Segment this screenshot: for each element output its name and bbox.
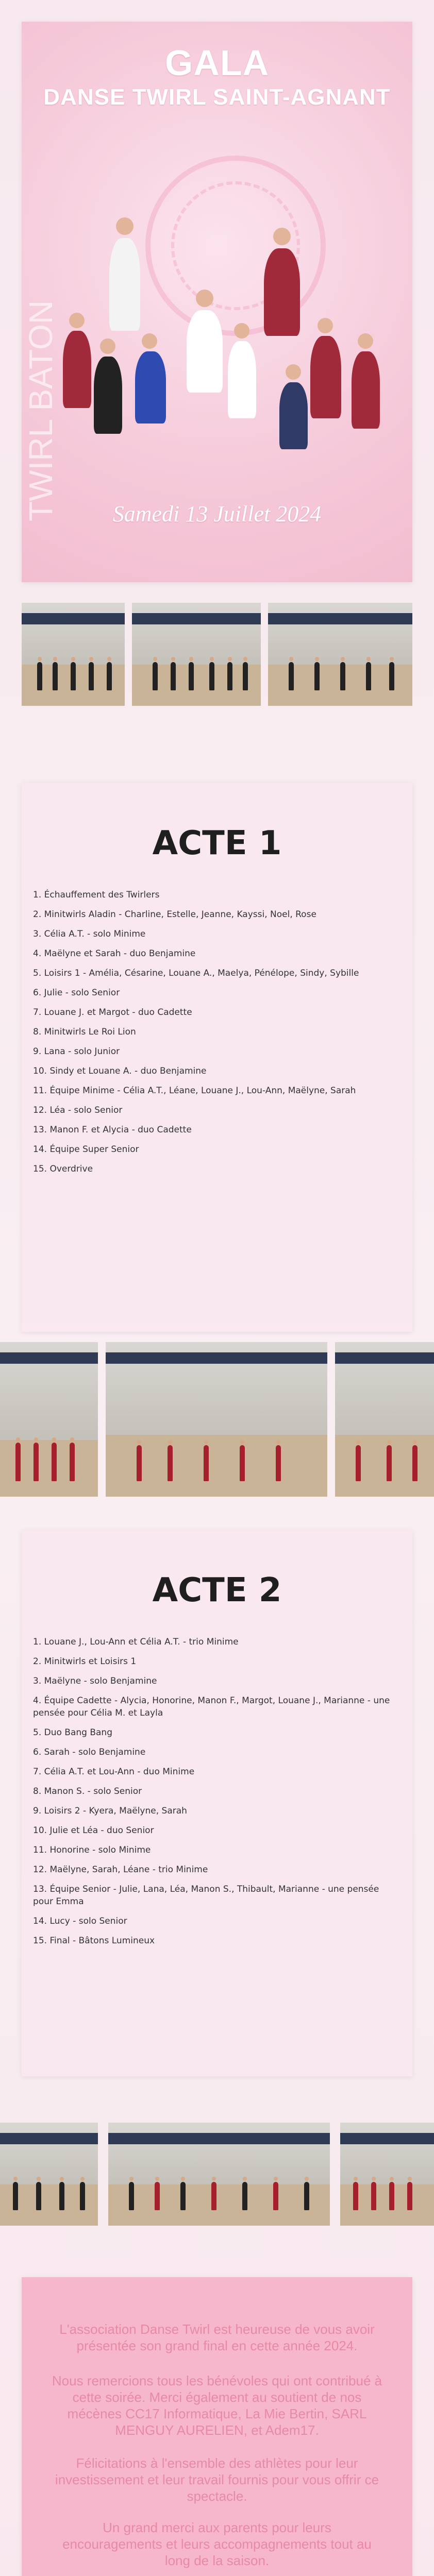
list-item: 3. Célia A.T. - solo Minime <box>33 929 146 939</box>
list-item: 2. Minitwirls et Loisirs 1 <box>33 1656 137 1667</box>
list-item: 2. Minitwirls Aladin - Charline, Estelle, Jeanne, Kayssi, Noel, Rose <box>33 909 316 920</box>
thanks-paragraph-1: L'association Danse Twirl est heureuse de vous avoir présentée son grand final en cette année 2024. <box>59 2321 375 2353</box>
thanks-paragraph-2: Nous remercions tous les bénévoles qui ont contribué à cette soirée. Merci également au soutient de nos mécènes CC17 Informatique, La Mie Bertin, SARL MENGUY AURELIEN, et Adem17. <box>52 2373 382 2438</box>
gala-poster <box>22 22 412 582</box>
acte-2-card <box>22 1530 412 2076</box>
photo-performance <box>0 2123 98 2226</box>
acte-1-program-list <box>33 889 401 1182</box>
dancer-head <box>286 364 301 380</box>
list-item: 12. Léa - solo Senior <box>33 1105 123 1115</box>
dancer-head <box>358 333 373 349</box>
dancer-head <box>100 338 115 354</box>
list-item: 3. Maëlyne - solo Benjamine <box>33 1676 157 1686</box>
dancer-figure <box>63 331 91 408</box>
list-item: 15. Final - Bâtons Lumineux <box>33 1936 155 1946</box>
list-item: 14. Équipe Super Senior <box>33 1144 139 1155</box>
photo-performance <box>340 2123 434 2226</box>
poster-title: GALA <box>164 43 270 83</box>
list-item: 6. Sarah - solo Benjamine <box>33 1747 146 1757</box>
photo-performance <box>335 1342 434 1497</box>
dancer-head <box>273 228 291 245</box>
poster-date: Samedi 13 Juillet 2024 <box>112 501 322 527</box>
list-item: 1. Échauffement des Twirlers <box>33 890 160 900</box>
dancer-head <box>234 323 249 338</box>
photo-performance <box>132 603 261 706</box>
list-item: 10. Sindy et Louane A. - duo Benjamine <box>33 1066 207 1076</box>
acte-2-title: ACTE 2 <box>152 1571 282 1609</box>
list-item: 13. Équipe Senior - Julie, Lana, Léa, Manon S., Thibault, Marianne - une pensée pour Emma <box>33 1884 379 1907</box>
dancer-head <box>116 217 133 235</box>
poster-vertical-watermark: TWIRL BATON <box>22 300 59 521</box>
thanks-paragraph-4: Un grand merci aux parents pour leurs encouragements et leurs accompagnements tout au long de la saison. <box>62 2520 372 2568</box>
list-item: 5. Duo Bang Bang <box>33 1727 112 1738</box>
dancer-figure <box>310 336 341 418</box>
photo-performance <box>22 603 125 706</box>
list-item: 13. Manon F. et Alycia - duo Cadette <box>33 1125 192 1135</box>
acte-1-title: ACTE 1 <box>152 824 282 862</box>
thanks-paragraph-3: Félicitations à l'ensemble des athlètes pour leur investissement et leur travail fournis pour vous offrir ce spectacle. <box>55 2455 379 2504</box>
list-item: 7. Célia A.T. et Lou-Ann - duo Minime <box>33 1767 195 1777</box>
list-item: 9. Lana - solo Junior <box>33 1046 120 1057</box>
acte-1-card <box>22 783 412 1332</box>
list-item: 15. Overdrive <box>33 1164 93 1174</box>
dancer-figure <box>109 238 140 331</box>
list-item: 4. Équipe Cadette - Alycia, Honorine, Manon F., Margot, Louane J., Marianne - une pensée pour Célia M. et Layla <box>33 1696 390 1718</box>
dancer-figure <box>228 341 256 418</box>
photo-performance <box>268 603 412 706</box>
list-item: 7. Louane J. et Margot - duo Cadette <box>33 1007 192 1018</box>
dancer-figure <box>264 248 300 336</box>
dancer-figure <box>279 382 308 449</box>
dancer-figure <box>352 351 380 429</box>
photo-performance <box>108 2123 330 2226</box>
list-item: 9. Loisirs 2 - Kyera, Maëlyne, Sarah <box>33 1806 187 1816</box>
list-item: 6. Julie - solo Senior <box>33 988 120 998</box>
list-item: 1. Louane J., Lou-Ann et Célia A.T. - trio Minime <box>33 1637 239 1647</box>
list-item: 11. Équipe Minime - Célia A.T., Léane, Louane J., Lou-Ann, Maëlyne, Sarah <box>33 1086 356 1096</box>
dancer-head <box>142 333 157 349</box>
list-item: 4. Maëlyne et Sarah - duo Benjamine <box>33 948 196 959</box>
dancer-head <box>318 318 333 333</box>
thanks-card <box>22 2277 412 2576</box>
dancer-figure <box>187 310 223 393</box>
dancer-figure <box>135 351 166 423</box>
list-item: 12. Maëlyne, Sarah, Léane - trio Minime <box>33 1865 208 1875</box>
photo-performance <box>106 1342 327 1497</box>
list-item: 11. Honorine - solo Minime <box>33 1845 151 1855</box>
list-item: 8. Minitwirls Le Roi Lion <box>33 1027 136 1037</box>
dancer-figure <box>94 357 122 434</box>
list-item: 10. Julie et Léa - duo Senior <box>33 1825 154 1836</box>
list-item: 14. Lucy - solo Senior <box>33 1916 127 1926</box>
photo-performance <box>0 1342 98 1497</box>
list-item: 8. Manon S. - solo Senior <box>33 1786 142 1797</box>
acte-2-program-list <box>33 1636 401 1954</box>
dancer-head <box>69 313 85 328</box>
dancer-head <box>196 290 213 307</box>
list-item: 5. Loisirs 1 - Amélia, Césarine, Louane A., Maelya, Pénélope, Sindy, Sybille <box>33 968 359 978</box>
poster-subtitle: DANSE TWIRL SAINT-AGNANT <box>43 84 391 110</box>
